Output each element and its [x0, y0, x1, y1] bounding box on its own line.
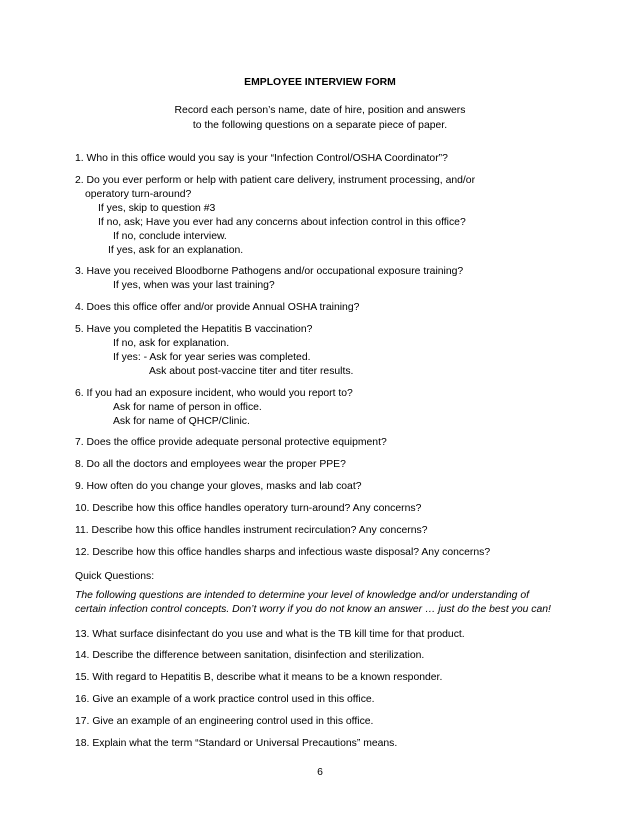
- question-4: 4. Does this office offer and/or provide Annual OSHA training?: [75, 302, 360, 313]
- question-9: 9. How often do you change your gloves, masks and lab coat?: [75, 481, 362, 492]
- quick-questions-intro-line-2: certain infection control concepts. Don’t worry if you do not know an answer … just do the best you can!: [75, 604, 551, 615]
- question-10: 10. Describe how this office handles operatory turn-around? Any concerns?: [75, 503, 422, 514]
- question-5-yes: If yes: - Ask for year series was completed.: [113, 352, 311, 363]
- question-2: 2. Do you ever perform or help with patient care delivery, instrument processing, and/or: [75, 175, 476, 186]
- question-8: 8. Do all the doctors and employees wear the proper PPE?: [75, 459, 346, 470]
- quick-questions-intro-line-1: The following questions are intended to determine your level of knowledge and/or understanding of: [75, 590, 530, 601]
- question-3: 3. Have you received Bloodborne Pathogens and/or occupational exposure training?: [75, 266, 464, 277]
- quick-questions-heading: Quick Questions:: [75, 571, 155, 582]
- question-6-clinic: Ask for name of QHCP/Clinic.: [113, 416, 250, 427]
- form-title: EMPLOYEE INTERVIEW FORM: [244, 77, 396, 88]
- question-7: 7. Does the office provide adequate personal protective equipment?: [75, 437, 387, 448]
- instructions-line-2: to the following questions on a separate piece of paper.: [192, 120, 448, 131]
- question-2-no: If no, ask; Have you ever had any concerns about infection control in this office?: [98, 217, 466, 228]
- question-5-yes-followup: Ask about post-vaccine titer and titer results.: [149, 366, 354, 377]
- question-6-person: Ask for name of person in office.: [113, 402, 262, 413]
- question-1: 1. Who in this office would you say is your “Infection Control/OSHA Coordinator”?: [75, 153, 448, 164]
- question-15: 15. With regard to Hepatitis B, describe what it means to be a known responder.: [75, 672, 443, 683]
- question-2-yes: If yes, skip to question #3: [98, 203, 216, 214]
- question-13: 13. What surface disinfectant do you use and what is the TB kill time for that product.: [75, 629, 465, 640]
- instructions-line-1: Record each person’s name, date of hire, position and answers: [174, 105, 466, 116]
- question-5-no: If no, ask for explanation.: [113, 338, 230, 349]
- question-11: 11. Describe how this office handles instrument recirculation? Any concerns?: [75, 525, 428, 536]
- question-2-no-yes: If yes, ask for an explanation.: [108, 245, 244, 256]
- form-instructions: [0, 103, 640, 133]
- question-6: 6. If you had an exposure incident, who would you report to?: [75, 388, 353, 399]
- question-3-yes: If yes, when was your last training?: [113, 280, 275, 291]
- question-16: 16. Give an example of a work practice control used in this office.: [75, 694, 375, 705]
- question-17: 17. Give an example of an engineering control used in this office.: [75, 716, 374, 727]
- page-number: 6: [317, 767, 323, 778]
- question-18: 18. Explain what the term “Standard or Universal Precautions” means.: [75, 738, 398, 749]
- question-5: 5. Have you completed the Hepatitis B vaccination?: [75, 324, 313, 335]
- question-14: 14. Describe the difference between sanitation, disinfection and sterilization.: [75, 650, 425, 661]
- question-12: 12. Describe how this office handles sharps and infectious waste disposal? Any concerns?: [75, 547, 491, 558]
- question-2-no-no: If no, conclude interview.: [113, 231, 227, 242]
- question-2-continued: operatory turn-around?: [85, 189, 192, 200]
